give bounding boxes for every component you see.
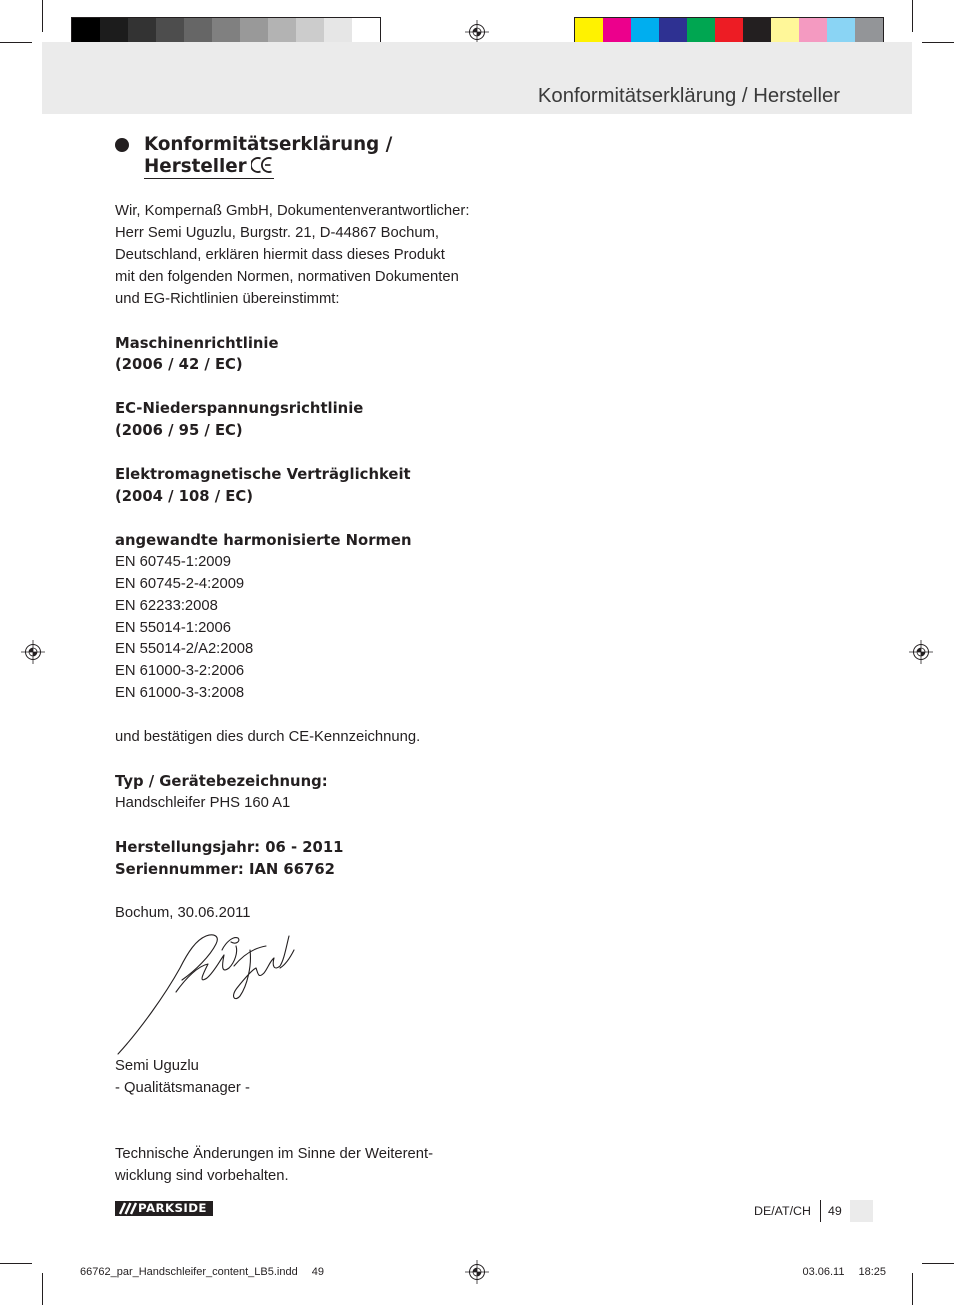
slug-page: 49 bbox=[311, 1266, 324, 1278]
disclaimer-line: Technische Änderungen im Sinne der Weiterent- bbox=[115, 1145, 434, 1162]
standard-item: EN 60745-1:2009 bbox=[115, 553, 231, 570]
page-header-title: Konformitätserklärung / Hersteller bbox=[537, 85, 840, 107]
registration-mark-icon bbox=[465, 1260, 489, 1284]
page-number: 49 bbox=[828, 1204, 842, 1218]
registration-mark-icon bbox=[909, 640, 933, 664]
ce-mark-icon bbox=[251, 156, 273, 174]
section-heading-text: Hersteller bbox=[144, 156, 247, 177]
standards-heading: angewandte harmonisierte Normen bbox=[115, 531, 412, 549]
parkside-logo bbox=[115, 1201, 213, 1216]
directive-name: EC-Niederspannungsrichtlinie bbox=[115, 400, 364, 418]
standard-item: EN 55014-2/A2:2008 bbox=[115, 641, 254, 658]
crop-mark-bottom-right-horizontal bbox=[922, 1263, 954, 1264]
bullet-dot-icon bbox=[115, 138, 129, 152]
signatory-role: - Qualitätsmanager - bbox=[115, 1079, 250, 1096]
intro-line: Wir, Kompernaß GmbH, Dokumentenverantwortlicher: bbox=[115, 203, 470, 219]
slug-file-info bbox=[80, 1265, 324, 1279]
slug-timestamp bbox=[802, 1265, 886, 1279]
footer-separator bbox=[820, 1200, 821, 1222]
standard-item: EN 55014-1:2006 bbox=[115, 619, 231, 636]
slug-file-name: 66762_par_Handschleifer_content_LB5.indd bbox=[80, 1266, 298, 1278]
footer-region: DE/AT/CH bbox=[754, 1204, 811, 1218]
section-heading-line-2 bbox=[144, 156, 274, 179]
intro-line: mit den folgenden Normen, normativen Dokumenten bbox=[115, 268, 459, 285]
directive-reference: (2006 / 95 / EC) bbox=[115, 422, 243, 440]
crop-mark-top-left-vertical bbox=[42, 0, 43, 32]
standard-item: EN 61000-3-3:2008 bbox=[115, 685, 245, 702]
type-value: Handschleifer PHS 160 A1 bbox=[115, 794, 291, 811]
standard-item: EN 62233:2008 bbox=[115, 597, 218, 614]
section-heading bbox=[144, 134, 392, 179]
slug-time: 18:25 bbox=[858, 1266, 886, 1278]
standard-item: EN 60745-2-4:2009 bbox=[115, 575, 245, 592]
registration-mark-icon bbox=[465, 20, 489, 44]
directive-reference: (2004 / 108 / EC) bbox=[115, 487, 253, 505]
handwritten-signature bbox=[110, 928, 310, 1063]
crop-mark-top-right-horizontal bbox=[922, 42, 954, 43]
intro-line: und EG-Richtlinien übereinstimmt: bbox=[115, 290, 340, 307]
ce-confirmation: und bestätigen dies durch CE-Kennzeichnung. bbox=[115, 729, 421, 746]
crop-mark-top-left-horizontal bbox=[0, 42, 32, 43]
slug-date: 03.06.11 bbox=[802, 1266, 845, 1278]
crop-mark-top-right-vertical bbox=[912, 0, 913, 32]
crop-mark-bottom-right-vertical bbox=[912, 1273, 913, 1305]
production-year: Herstellungsjahr: 06 - 2011 bbox=[115, 838, 344, 856]
directive-name: Maschinenrichtlinie bbox=[115, 334, 279, 352]
intro-line: Deutschland, erklären hiermit dass dieses Produkt bbox=[115, 246, 445, 263]
registration-mark-icon bbox=[21, 640, 45, 664]
directive-name: Elektromagnetische Verträglichkeit bbox=[115, 466, 411, 484]
signatory-name: Semi Uguzlu bbox=[115, 1058, 199, 1074]
serial-number: Seriennummer: IAN 66762 bbox=[115, 860, 335, 878]
type-label: Typ / Gerätebezeichnung: bbox=[115, 772, 328, 790]
crop-mark-bottom-left-horizontal bbox=[0, 1263, 32, 1264]
brand-name: PARKSIDE bbox=[138, 1201, 207, 1215]
place-date: Bochum, 30.06.2011 bbox=[115, 904, 251, 921]
logo-slashes-icon bbox=[118, 1201, 138, 1216]
disclaimer-line: wicklung sind vorbehalten. bbox=[115, 1167, 289, 1184]
intro-line: Herr Semi Uguzlu, Burgstr. 21, D-44867 Bochum, bbox=[115, 224, 440, 241]
directive-reference: (2006 / 42 / EC) bbox=[115, 356, 243, 374]
footer-tab bbox=[850, 1200, 873, 1222]
crop-mark-bottom-left-vertical bbox=[42, 1273, 43, 1305]
standard-item: EN 61000-3-2:2006 bbox=[115, 663, 245, 680]
section-heading-line-1: Konformitätserklärung / bbox=[144, 134, 393, 155]
